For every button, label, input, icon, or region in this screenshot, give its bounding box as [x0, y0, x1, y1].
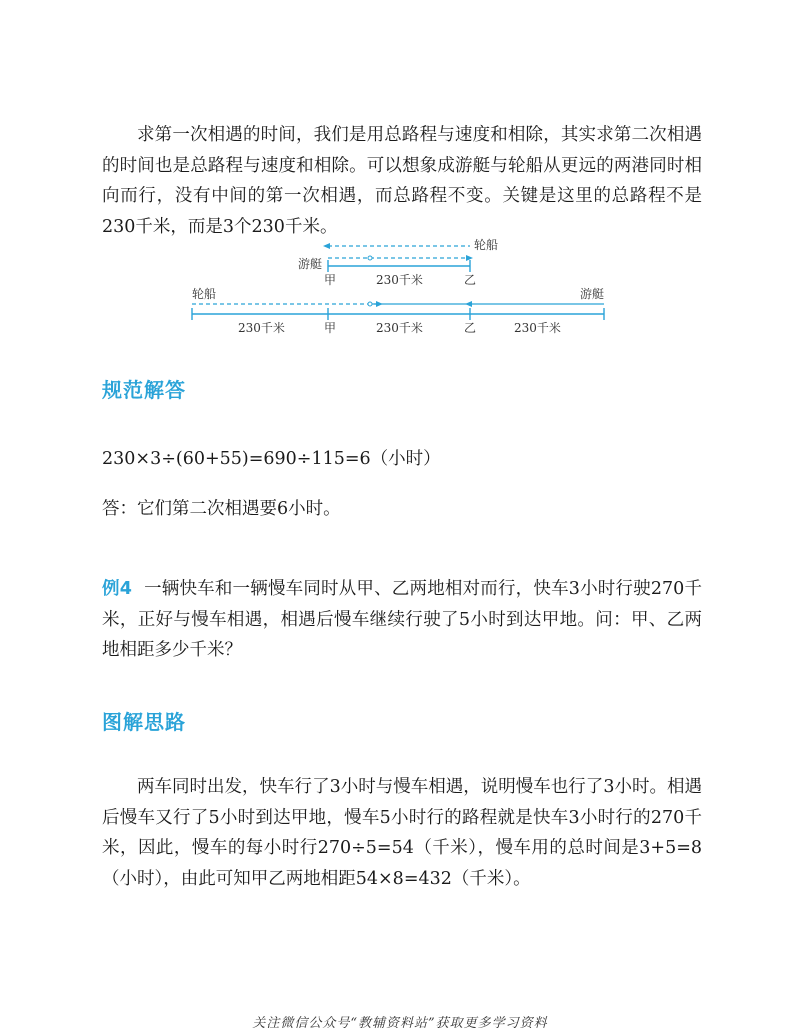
- explanation-paragraph: 求第一次相遇的时间，我们是用总路程与速度和相除，其实求第二次相遇的时间也是总路程与速度和相除。可以想象成游艇与轮船从更远的两港同时相向而行，没有中间的第一次相遇，而总路程不变。关键是这里的总路程不是230千米，而是3个230千米。: [102, 125, 702, 237]
- bottom-middle-distance: 230千米: [376, 321, 423, 335]
- top-distance-label: 230千米: [376, 273, 423, 287]
- bottom-ship-label: 轮船: [192, 287, 217, 301]
- top-ship-label: 轮船: [474, 238, 499, 252]
- bottom-point-b: 乙: [464, 321, 477, 335]
- distance-diagram: [180, 232, 620, 344]
- bottom-yacht-arrow: [465, 301, 472, 307]
- top-point-a: 甲: [324, 273, 337, 287]
- bottom-left-distance: 230千米: [238, 321, 285, 335]
- example-4: [102, 574, 702, 666]
- thinking-heading: 图解思路: [102, 710, 186, 734]
- bottom-meeting-marker: [368, 302, 372, 306]
- solution-answer: 答：它们第二次相遇要6小时。: [102, 499, 341, 519]
- bottom-yacht-label: 游艇: [580, 287, 605, 301]
- bottom-point-a: 甲: [324, 321, 337, 335]
- footer-note: 关注微信公众号“教辅资料站”获取更多学习资料: [252, 1016, 548, 1031]
- solution-heading: 规范解答: [102, 378, 186, 402]
- top-point-b: 乙: [464, 273, 477, 287]
- example-label: 例4: [102, 579, 132, 599]
- top-ship-arrow: [323, 243, 330, 249]
- top-meeting-marker: [368, 256, 372, 260]
- example-text: 一辆快车和一辆慢车同时从甲、乙两地相对而行，快车3小时行驶270千米，正好与慢车相遇，相遇后慢车继续行驶了5小时到达甲地。问：甲、乙两地相距多少千米？: [102, 579, 702, 660]
- thinking-paragraph: 两车同时出发，快车行了3小时与慢车相遇，说明慢车也行了3小时。相遇后慢车又行了5小时到达甲地，慢车5小时行的路程就是快车3小时行的270千米，因此，慢车的每小时行270÷5=54（千米），慢车用的总时间是3+5=8（小时），由此可知甲乙两地相距54×8=432（千米）。: [102, 777, 702, 889]
- bottom-right-distance: 230千米: [514, 321, 561, 335]
- solution-formula: 230×3÷(60+55)=690÷115=6（小时）: [102, 449, 441, 469]
- top-yacht-label: 游艇: [298, 257, 323, 271]
